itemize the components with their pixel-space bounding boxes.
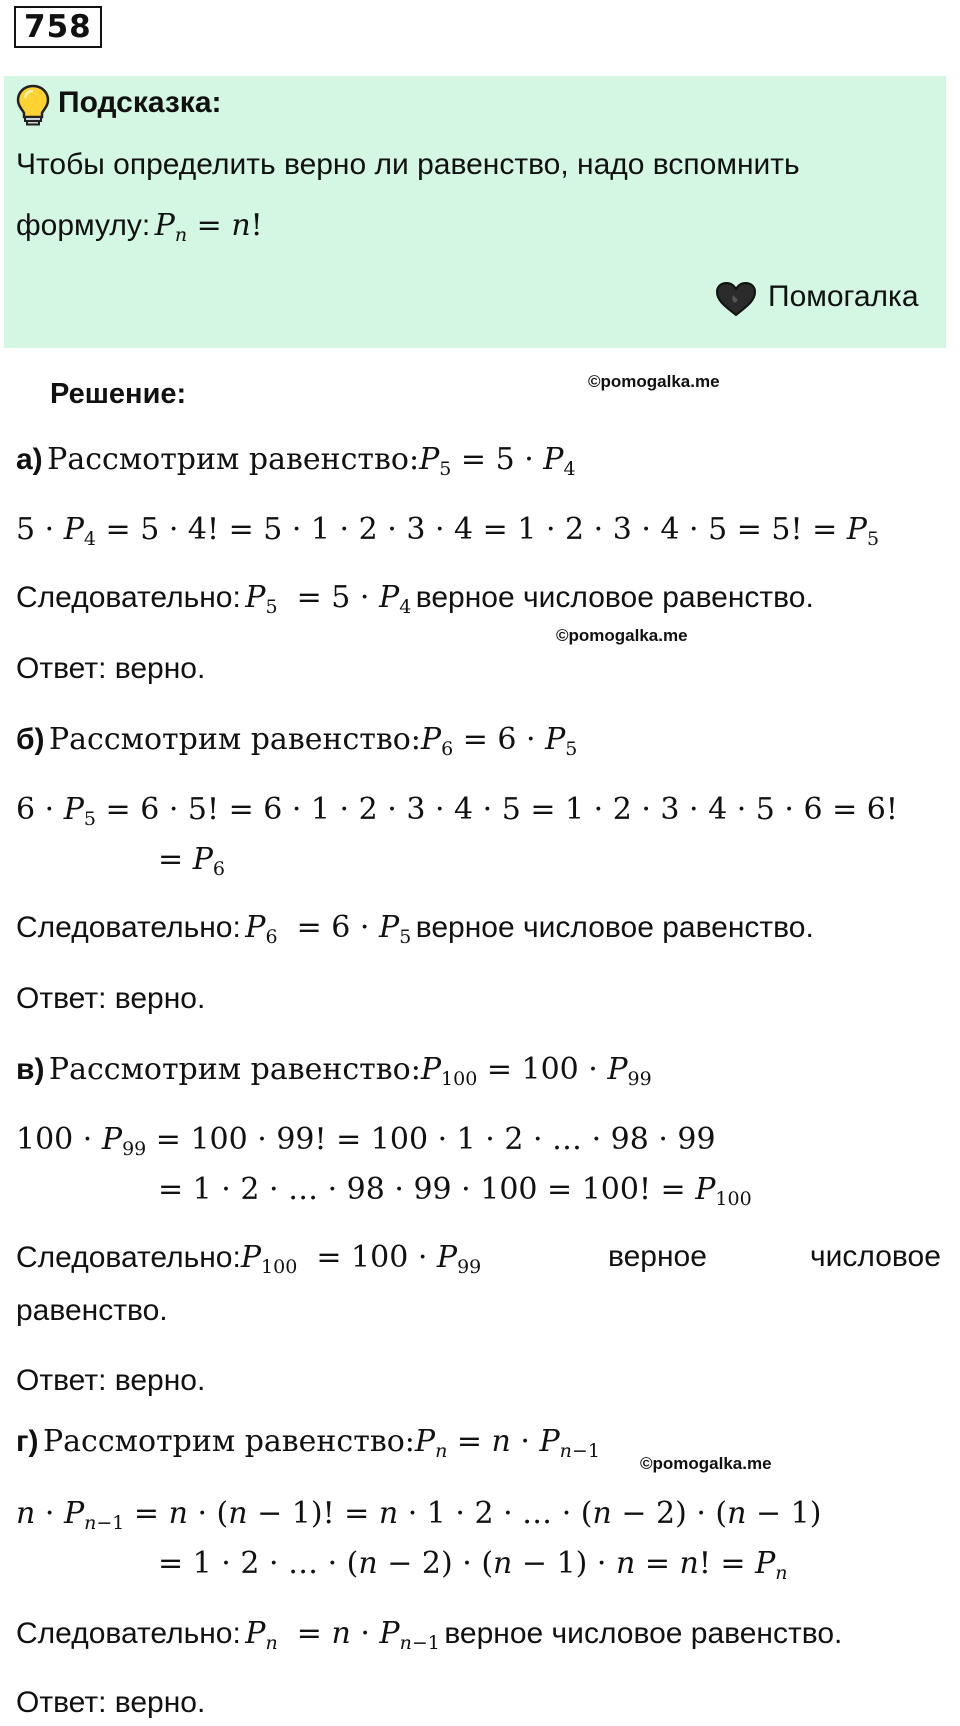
- part-c-derivation-line2: = 1 · 2 · … · 98 · 99 · 100 = 100! = $P_{100}$: [158, 1172, 752, 1210]
- part-c-intro: Рассмотрим равенство:: [48, 1052, 421, 1087]
- part-b-conclusion-eq: $P_6 = 6 \cdot P_5$: [245, 910, 412, 948]
- part-b-derivation-line2: = $P_6$: [158, 842, 225, 880]
- part-c-conclusion-word1: верное: [608, 1240, 707, 1273]
- part-c-derivation-line1: $100 \cdot P_{99} = 100 \cdot 99$! = 100 · 1 · 2 · … · 98 · 99: [16, 1122, 716, 1160]
- part-d-conclusion-prefix: Следовательно:: [16, 1617, 241, 1650]
- part-c-equation: $P_{100} = 100 \cdot P_{99}$: [420, 1052, 652, 1090]
- part-b-intro: Рассмотрим равенство:: [48, 722, 421, 757]
- part-c-conclusion-eq: $P_{100} = 100 \cdot P_{99}$: [240, 1240, 482, 1278]
- watermark-3: ©pomogalka.me: [640, 1454, 772, 1473]
- part-a-label: а): [16, 443, 43, 476]
- part-b-derivation-line1: $6 \cdot P_5 = 6 \cdot 5$! = 6 · 1 · 2 · 3 · 4 · 5 = 1 · 2 · 3 · 4 · 5 · 6 = 6!: [16, 792, 898, 830]
- part-d-conclusion-eq: $P_n = n \cdot P_{n-1}$: [245, 1616, 440, 1654]
- part-b-conclusion: [16, 910, 814, 948]
- heart-icon: [714, 280, 758, 318]
- hint-formula-prefix: формулу:: [16, 209, 151, 242]
- watermark-2: ©pomogalka.me: [556, 626, 688, 645]
- problem-number: 758: [14, 6, 102, 48]
- part-d-derivation-line1: $n \cdot P_{n-1} = n \cdot (n - 1)$! = n · 1 · 2 · … · (n − 2) · (n − 1): [16, 1496, 822, 1534]
- brand-name: Помогалка: [768, 280, 919, 313]
- part-b-conclusion-suffix: верное числовое равенство.: [415, 911, 814, 944]
- part-d-intro: Рассмотрим равенство:: [42, 1424, 415, 1459]
- part-c-conclusion-prefix: Следовательно:: [16, 1241, 241, 1274]
- part-a-conclusion-suffix: верное числовое равенство.: [415, 581, 814, 614]
- part-d-answer: Ответ: верно.: [16, 1686, 206, 1719]
- part-c-conclusion-prefix-eq: [16, 1240, 482, 1278]
- part-a-conclusion-prefix: Следовательно:: [16, 581, 241, 614]
- hint-title: Подсказка:: [58, 86, 222, 119]
- part-b-equation: $P_6 = 6 \cdot P_5$: [420, 722, 578, 760]
- lightbulb-icon: [16, 84, 50, 126]
- part-c-conclusion-word2: числовое: [810, 1240, 941, 1273]
- part-a-conclusion-eq: $P_5 = 5 \cdot P_4$: [245, 580, 412, 618]
- part-b-answer: Ответ: верно.: [16, 982, 206, 1015]
- part-d-derivation-line2: = 1 · 2 · … · (n − 2) · (n − 1) · n = n! = $P_n$: [158, 1546, 788, 1584]
- part-b-label: б): [16, 723, 45, 756]
- part-d-statement: [16, 1424, 600, 1462]
- part-c-conclusion-word3: равенство.: [16, 1294, 168, 1327]
- part-b-conclusion-prefix: Следовательно:: [16, 911, 241, 944]
- hint-text-line1: Чтобы определить верно ли равенство, надо вспомнить: [16, 148, 800, 181]
- part-a-intro: Рассмотрим равенство:: [47, 442, 420, 477]
- part-a-derivation: $5 \cdot P_4 = 5 \cdot 4$! = 5 · 1 · 2 · 3 · 4 = 1 · 2 · 3 · 4 · 5 = 5! = $P_5$: [16, 512, 880, 550]
- watermark-1: ©pomogalka.me: [588, 372, 720, 391]
- part-d-conclusion-suffix: верное числовое равенство.: [444, 1617, 843, 1650]
- part-a-statement: [16, 442, 576, 480]
- part-b-statement: [16, 722, 578, 760]
- part-a-conclusion: [16, 580, 814, 618]
- part-c-answer: Ответ: верно.: [16, 1364, 206, 1397]
- hint-formula: $P_n = n$!: [154, 208, 263, 246]
- part-d-conclusion: [16, 1616, 843, 1654]
- solution-title: Решение:: [50, 378, 187, 410]
- part-d-label: г): [16, 1425, 39, 1458]
- part-a-equation: $P_5 = 5 \cdot P_4$: [419, 442, 576, 480]
- part-c-statement: [16, 1052, 652, 1090]
- part-d-equation: $P_n = n \cdot P_{n-1}$: [414, 1424, 600, 1462]
- part-a-answer: Ответ: верно.: [16, 652, 206, 685]
- hint-text-line2: [16, 208, 263, 246]
- part-c-label: в): [16, 1053, 45, 1086]
